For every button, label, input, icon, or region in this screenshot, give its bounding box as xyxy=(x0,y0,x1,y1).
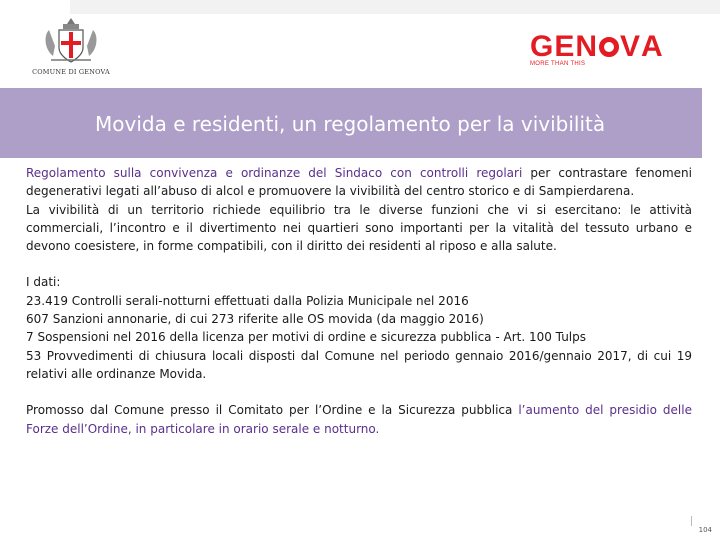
page-number: 104 xyxy=(698,526,712,534)
slide-title: Movida e residenti, un regolamento per la vivibilità xyxy=(95,112,606,136)
data-item-text: effettuati dalla Polizia Municipale nel 2016 xyxy=(210,293,469,308)
data-item xyxy=(26,292,692,310)
logo-letter: E xyxy=(554,30,576,63)
genova-brand-logo xyxy=(530,32,705,72)
data-item-bold: 7 Sospensioni nel 2016 xyxy=(26,330,166,345)
data-item-text: della licenza per motivi di ordine e sicurezza pubblica - Art. 100 Tulps xyxy=(165,330,586,345)
comune-crest-logo xyxy=(14,16,128,84)
crest-caption: COMUNE DI GENOVA xyxy=(32,68,110,76)
logo-letter: N xyxy=(575,30,599,63)
logo-letter: V xyxy=(620,30,642,63)
data-item-bold: 53 Provvedimenti di chiusura locali disposti dal Comune nel periodo gennaio 2016/gennaio 2017, di cui 19 relativi alle ordinanze Movida. xyxy=(26,348,692,381)
top-strip xyxy=(70,0,720,14)
data-item xyxy=(26,347,692,384)
data-item-text: di cui 273 riferite alle OS movida (da maggio 2016) xyxy=(171,312,484,327)
corner-rule xyxy=(691,516,692,526)
slide-body xyxy=(26,164,692,438)
intro-paragraph xyxy=(26,164,692,201)
closing-text: Promosso dal Comune presso il Comitato per l’Ordine e la Sicurezza pubblica xyxy=(26,403,519,418)
data-heading: I dati: xyxy=(26,275,61,290)
closing-highlight: l’aumento del presidio delle Forze dell’Ordine, in particolare in orario serale e notturno. xyxy=(26,403,692,436)
logo-letter: G xyxy=(530,30,555,63)
intro-text: per contrastare fenomeni degenerativi legati all’abuso di alcol e promuovere la vivibilità del centro storico e di Sampierdarena. xyxy=(26,166,693,199)
logo-ring-icon xyxy=(599,37,619,57)
data-item-bold: 607 Sanzioni annonarie, xyxy=(26,312,172,327)
intro-highlight: Regolamento sulla convivenza e ordinanze del Sindaco con controlli regolari xyxy=(26,166,523,180)
logo-tagline: MORE THAN THIS xyxy=(530,61,586,67)
closing-paragraph xyxy=(26,401,692,438)
second-paragraph: La vivibilità di un territorio richiede equilibrio tra le diverse funzioni che vi si esercitano: le attività commerciali, l’incontro e il divertimento nei quartieri sono importanti per la vitalità del tessuto urbano e devono coesistere, in forme compatibili, con il diritto dei residenti al riposo e alla salute. xyxy=(26,202,692,254)
data-item xyxy=(26,328,692,346)
data-item-bold: 23.419 Controlli serali-notturni xyxy=(26,293,211,308)
data-item xyxy=(26,310,692,328)
logo-letter: A xyxy=(641,30,664,63)
crest-icon xyxy=(41,16,101,66)
